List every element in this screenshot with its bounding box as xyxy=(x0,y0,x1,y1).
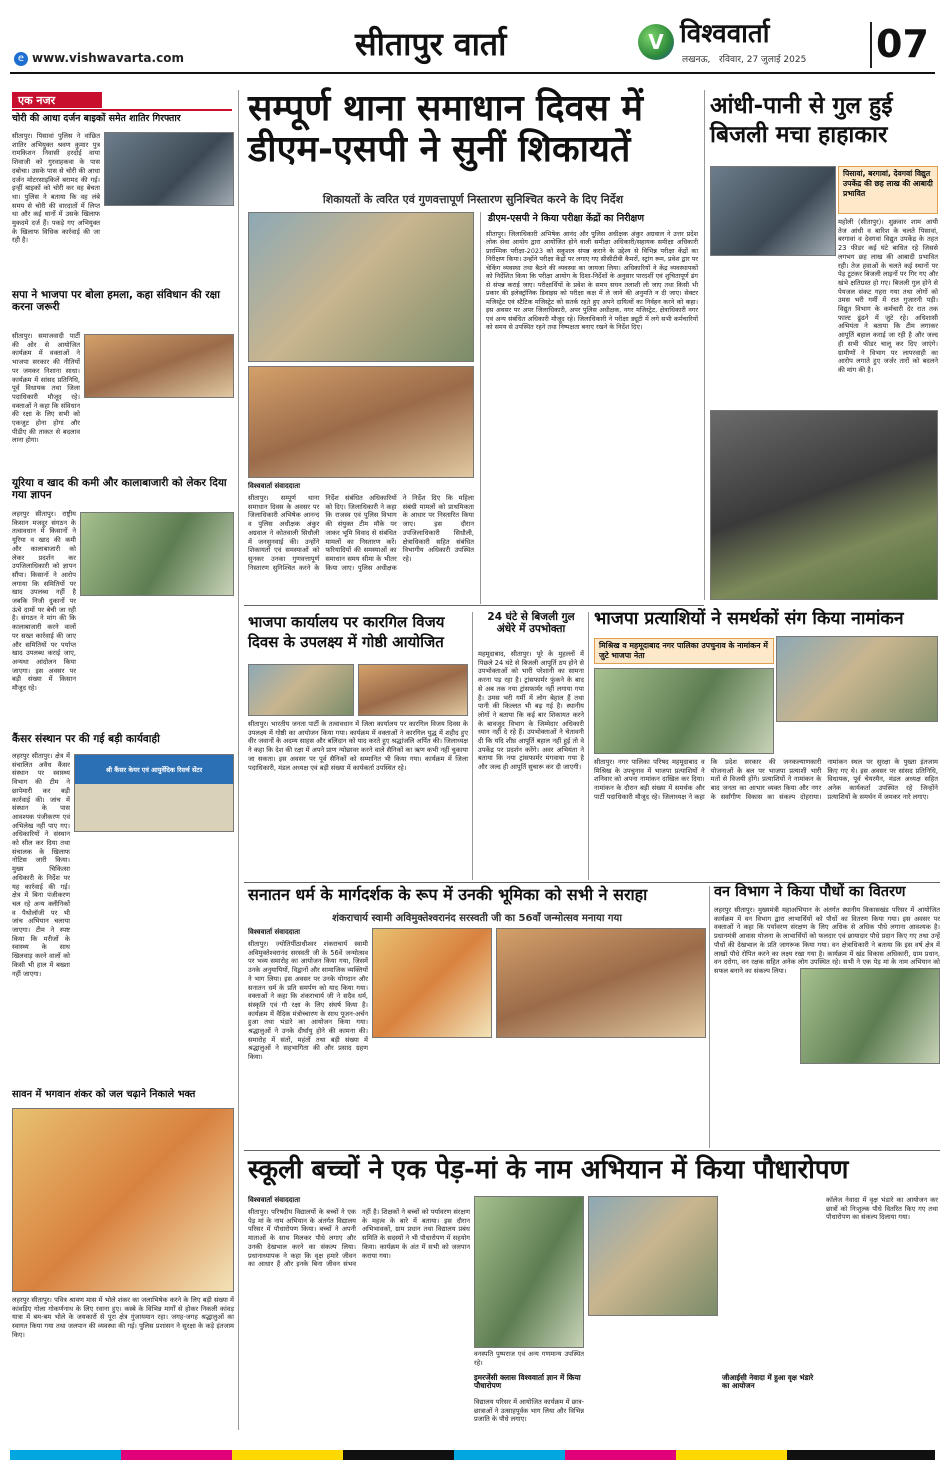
school-headline: स्कूली बच्चों ने एक पेड़-मां के नाम अभियान में किया पौधारोपण xyxy=(248,1155,849,1185)
forest-divider xyxy=(709,886,710,1148)
story-bike-thief-photo xyxy=(104,132,234,206)
school-byline: विश्ववार्ता संवाददाता xyxy=(248,1196,301,1204)
lead-body: सीतापुर। सम्पूर्ण थाना समाधान दिवस के अवसर पर जिलाधिकारी अभिषेक आनन्द व पुलिस अधीक्षक अंकुर अग्रवाल ने कोतवाली सिधौली में जनसुनवाई की। उन्होंने शिकायतों एवं समस्याओं को सुनकर उनका गुणवत्तापूर्ण निस्तारण सुनिश्चित करने के निर्देश संबंधित अधिकारियों को दिए। जिलाधिकारी ने कहा कि राजस्व एवं पुलिस विभाग की संयुक्त टीम मौके पर जाकर भूमि विवाद से संबंधित मामलों का निस्तारण करें। फरियादियों की समस्याओं का समाधान समय सीमा के भीतर किया जाए। पुलिस अधीक्षक ने निर्देश दिए कि महिला संबंधी मामलों को प्राथमिकता के आधार पर निस्तारित किया जाए। इस दौरान उपजिलाधिकारी सिधौली, क्षेत्राधिकारी सहित संबंधित विभागीय अधिकारी उपस्थित रहे। xyxy=(248,494,474,572)
story-bike-thief-body: सीतापुर। पिसावां पुलिस ने वांछित शातिर अभियुक्त श्रवण कुमार पुत्र रामकिशन निवासी हरदोई वाया शिवाजी को गुरवाहकवा के पास दबोचा। उसके पास से चोरी की आधा दर्जन मोटरसाइकिलें बरामद की गई। इन्हीं बाइकों को चोरी कर वह बेचता था। पुलिस ने बताया कि वह लंबे समय से चोरी की वारदातों में लिप्त था और कई थानों में उसके खिलाफ मुकदमे दर्ज हैं। पकड़े गए अभियुक्त के खिलाफ विधिक कार्रवाई की जा रही है। xyxy=(12,132,100,245)
left-col-divider xyxy=(238,90,239,1430)
story-sawan-photo xyxy=(12,1108,234,1292)
story-sawan-body: लहरपुर सीतापुर। पवित्र श्रावण मास में भोले शंकर का जलाभिषेक करने के लिए बड़ी संख्या में कांवड़िए गोला गोकर्णनाथ के लिए रवाना हुए। कस्बे के विभिन्न मार्गों से होकर निकली कांवड़ यात्रा में बम-बम भोले के जयकारों से पूरा क्षेत्र गुंजायमान रहा। जगह-जगह श्रद्धालुओं का स्वागत किया गया तथा जलपान की व्यवस्था की गई। पुलिस प्रशासन ने सुरक्षा के कड़े इंतजाम किए। xyxy=(12,1296,234,1339)
storm-photo-top xyxy=(710,166,836,256)
kargil-photo-1 xyxy=(248,664,354,716)
kargil-headline: भाजपा कार्यालय पर कारगिल विजय दिवस के उपलक्ष्य में गोष्ठी आयोजित xyxy=(248,613,445,652)
brand-name: विश्ववार्ता xyxy=(680,19,770,49)
dateline: लखनऊ, रविवार, 27 जुलाई 2025 xyxy=(682,55,807,65)
nomination-photo-1 xyxy=(776,636,938,722)
lead-byline: विश्ववार्ता संवाददाता xyxy=(248,482,301,490)
forest-body: लहरपुर सीतापुर। मुख्यमंत्री महाअभियान के अंतर्गत स्थानीय विकासखंड परिसर में आयोजित कार्यक्रम में वन विभाग द्वारा लाभार्थियों को पौधों का वितरण किया गया। इस अवसर पर वक्ताओं ने कहा कि पर्यावरण संरक्षण के लिए अधिक से अधिक पौधे लगाना आवश्यक है। प्रधानमंत्री आवास योजना के लाभार्थियों को फलदार एवं छायादार पौधे प्रदान किए गए तथा उन्हें पौधों की देखभाल के प्रति जागरूक किया गया। वन क्षेत्राधिकारी ने बताया कि इस वर्ष क्षेत्र में लाखों पौधे रोपित करने का लक्ष्य रखा गया है। कार्यक्रम में खंड विकास अधिकारी, ग्राम प्रधान, वन दरोगा, वन रक्षक सहित अनेक लोग उपस्थित रहे। सभी ने एक पेड़ मां के नाम अभियान को सफल बनाने का संकल्प लिया। xyxy=(714,906,940,975)
school-body: सीतापुर। परिषदीय विद्यालयों के बच्चों ने एक पेड़ मां के नाम अभियान के अंतर्गत विद्यालय परिसर में पौधारोपण किया। बच्चों ने अपनी माताओं के साथ मिलकर पौधे लगाए और उनकी देखभाल करने का संकल्प लिया। प्रधानाध्यापक ने कहा कि वृक्ष हमारे जीवन का आधार हैं और इनके बिना जीवन संभव नहीं है। शिक्षकों ने बच्चों को पर्यावरण संरक्षण के महत्व के बारे में बताया। इस दौरान अभिभावकों, ग्राम प्रधान तथा विद्यालय प्रबंध समिति के सदस्यों ने भी पौधारोपण में सहयोग किया। कार्यक्रम के अंत में सभी को जलपान कराया गया। xyxy=(248,1208,470,1269)
nomination-photo-2 xyxy=(594,668,774,754)
story-cancer-body: लहरपुर सीतापुर। क्षेत्र में संचालित अवैध कैंसर संस्थान पर स्वास्थ्य विभाग की टीम ने छापेमारी कर बड़ी कार्रवाई की। जांच में संस्थान के पास आवश्यक पंजीकरण एवं अभिलेख नहीं पाए गए। अधिकारियों ने संस्थान को सील कर दिया तथा संचालक के खिलाफ नोटिस जारी किया। मुख्य चिकित्सा अधिकारी के निर्देश पर यह कार्रवाई की गई। क्षेत्र में बिना पंजीकरण चल रहे अन्य क्लीनिकों व पैथोलॉजी पर भी जांच अभियान चलाया जाएगा। टीम ने स्पष्ट किया कि मरीजों के स्वास्थ्य के साथ खिलवाड़ करने वालों को किसी भी हाल में बख्शा नहीं जाएगा। xyxy=(12,752,70,978)
lower-rule xyxy=(244,1150,940,1151)
mid-rule xyxy=(244,882,940,883)
lead-subhead: शिकायतों के त्वरित एवं गुणवत्तापूर्ण निस्तारण सुनिश्चित करने के दिए निर्देश xyxy=(322,193,624,206)
storm-photo-road xyxy=(710,410,938,600)
tag-underline xyxy=(12,109,232,111)
school-photo-1 xyxy=(474,1196,584,1348)
page-header xyxy=(0,0,945,74)
story-urea-headline: यूरिया व खाद की कमी और कालाबाजारी को लेकर दिया गया ज्ञापन xyxy=(12,477,227,501)
section-title: सीतापुर वार्ता xyxy=(355,25,507,63)
storm-body: महोली (सीतापुर)। शुक्रवार शाम आयी तेज आंधी व बारिश के चलते पिसावां, बरगावां व देवगवां विद्युत उपकेंद्र के तहत 23 फीडर कई घंटे बाधित रहे जिससे लगभग छह लाख की आबादी प्रभावित रही। तेज हवाओं के चलते कई स्थानों पर पेड़ टूटकर बिजली लाइनों पर गिर गए और खंभे क्षतिग्रस्त हो गए। बिजली गुल होने से पेयजल संकट गहरा गया तथा लोगों को उमस भरी गर्मी में रात गुजारनी पड़ी। विद्युत विभाग के कर्मचारी देर रात तक फाल्ट ढूंढने में जुटे रहे। अधिशासी अभियंता ने बताया कि टीम लगाकर आपूर्ति बहाल कराई जा रही है और जल्द ही सभी फीडर चालू कर दिए जाएंगे। ग्रामीणों ने विभाग पर लापरवाही का आरोप लगाते हुए जर्जर तारों को बदलने की मांग की है। xyxy=(838,218,938,374)
story-sawan-headline: सावन में भगवान शंकर को जल चढ़ाने निकाले भक्त xyxy=(12,1089,196,1100)
story-urea-photo xyxy=(80,512,234,596)
nomination-box: मिश्रिख व महमूदाबाद नगर पालिका उपचुनाव के नामांकन में जुटे भाजपा नेता xyxy=(594,638,774,664)
kargil-photo-2 xyxy=(358,664,468,716)
nomination-divider xyxy=(588,612,589,880)
story-sp-photo xyxy=(84,334,234,398)
brand-logo-icon: V xyxy=(638,24,674,60)
forest-body-cont xyxy=(714,1068,940,1146)
ie-icon: e xyxy=(14,52,28,66)
forest-photo xyxy=(800,968,940,1064)
center-divider xyxy=(704,90,705,600)
website-url[interactable]: www.vishwavarta.com xyxy=(32,51,184,65)
school-sub3-body: कॉलेज नेवादा में वृक्ष भंडारे का आयोजन कर छात्रों को निःशुल्क पौधे वितरित किए गए तथा पौधारोपण का संकल्प दिलाया गया। xyxy=(826,1196,938,1222)
left-column xyxy=(8,90,236,1430)
forest-body-left xyxy=(714,968,796,1064)
story-sp-headline: सपा ने भाजपा पर बोला हमला, कहा संविधान की रक्षा करना जरूरी xyxy=(12,289,220,313)
ek-nazar-tag: एक नजर xyxy=(12,92,102,108)
sanatan-body-cont xyxy=(372,1042,706,1140)
sanatan-byline: विश्ववार्ता संवाददाता xyxy=(248,928,301,936)
sanatan-photo-2 xyxy=(496,928,706,1038)
story-cancer-photo xyxy=(74,754,234,832)
lead-bottom-rule xyxy=(244,605,704,606)
story-sp-body: सीतापुर। समाजवादी पार्टी की ओर से आयोजित कार्यक्रम में वक्ताओं ने भाजपा सरकार की नीतियों पर जमकर निशाना साधा। कार्यक्रम में सांसद प्रतिनिधि, पूर्व विधायक तथा जिला पदाधिकारी मौजूद रहे। वक्ताओं ने कहा कि संविधान की रक्षा के लिए सभी को एकजुट होना होगा और पीडीए की ताकत से बदलाव लाना होगा। xyxy=(12,332,80,445)
story-bike-thief-headline: चोरी की आधा दर्जन बाइकों समेत शातिर गिरफ्तार xyxy=(12,113,181,124)
sanatan-subhead: शंकराचार्य स्वामी अविमुक्तेश्वरानंद सरस्वती जी का 56वाँ जन्मोत्सव मनाया गया xyxy=(332,913,622,924)
story-cancer-headline: कैंसर संस्थान पर की गई बड़ी कार्यवाही xyxy=(12,733,160,745)
lead-photo-second xyxy=(248,366,474,478)
sanatan-body: सीतापुर। ज्योतिर्पीठाधीश्वर शंकराचार्य स्वामी अविमुक्तेश्वरानंद सरस्वती जी के 56वें जन्मोत्सव पर भव्य समारोह का आयोजन किया गया, जिसमें उनके अनुयायियों, विद्वानों और सामाजिक व्यक्तियों ने भाग लिया। इस अवसर पर उनके योगदान और सनातन धर्म के प्रति समर्पण को याद किया गया। वक्ताओं ने कहा कि शंकराचार्य जी ने सदैव धर्म, संस्कृति एवं गौ रक्षा के लिए संघर्ष किया है। कार्यक्रम में वैदिक मंत्रोच्चारण के साथ पूजन-अर्चन हुआ तथा भंडारे का आयोजन किया गया। श्रद्धालुओं ने उनके दीर्घायु होने की कामना की। समारोह में संतों, महंतों तथा बड़ी संख्या में श्रद्धालुओं ने सहभागिता की और प्रसाद ग्रहण किया। xyxy=(248,940,368,1062)
nomination-headline: भाजपा प्रत्याशियों ने समर्थकों संग किया नामांकन xyxy=(594,609,904,629)
lead-photo-main xyxy=(248,212,474,362)
story-bike-thief-body-cont xyxy=(12,208,234,268)
power24-body: महमूदाबाद, सीतापुर। पूरे के मुहल्लों में पिछले 24 घंटे से बिजली आपूर्ति ठप होने से उपभोक्ताओं को भारी परेशानी का सामना करना पड़ रहा है। ट्रांसफार्मर फुंकने के बाद से अब तक नया ट्रांसफार्मर नहीं लगाया गया है। उमस भरी गर्मी में लोग बेहाल हैं तथा पानी की किल्लत भी बढ़ गई है। स्थानीय लोगों ने बताया कि कई बार शिकायत करने के बावजूद विभाग के जिम्मेदार अधिकारी ध्यान नहीं दे रहे हैं। उपभोक्ताओं ने चेतावनी दी कि यदि शीघ्र आपूर्ति बहाल नहीं हुई तो वे उपकेंद्र पर प्रदर्शन करेंगे। अवर अभियंता ने बताया कि नया ट्रांसफार्मर मंगवाया गया है और जल्द ही आपूर्ति सुचारू कर दी जाएगी। xyxy=(478,650,584,772)
school-sub2-body: विद्यालय परिसर में आयोजित कार्यक्रम में छात्र-छात्राओं ने उत्साहपूर्वक भाग लिया और विभिन्न प्रजाति के पौधे लगाए। xyxy=(474,1398,584,1424)
school-body-cont xyxy=(588,1320,820,1372)
header-rule xyxy=(10,72,935,74)
storm-box: पिसावां, बरगावां, देवगवां विद्युत उपकेंद्र की छह लाख की आबादी प्रभावित xyxy=(838,166,938,214)
inspect-body: सीतापुर। जिलाधिकारी अभिषेक आनंद और पुलिस अधीक्षक अंकुर अग्रवाल ने उत्तर प्रदेश लोक सेवा आयोग द्वारा आयोजित होने वाली समीक्षा अधिकारी/सहायक समीक्षा अधिकारी प्रारम्भिक परीक्षा-2023 को सकुशल संपन्न कराने के उद्देश्य से विभिन्न परीक्षा केंद्रों का निरीक्षण किया। उन्होंने परीक्षा केंद्रों पर लगाए गए सीसीटीवी कैमरों, स्ट्रांग रूम, प्रवेश द्वार पर चेकिंग व्यवस्था तथा बैठने की व्यवस्था का जायजा लिया। अधिकारियों ने केंद्र व्यवस्थापकों को निर्देशित किया कि परीक्षा आयोग के दिशा-निर्देशों के अनुसार पारदर्शी एवं शुचितापूर्ण ढंग से संपन्न कराई जाए। परीक्षार्थियों के प्रवेश के समय सघन तलाशी ली जाए तथा किसी भी प्रकार की इलेक्ट्रॉनिक डिवाइस को परीक्षा कक्ष में ले जाने की अनुमति न दी जाए। सेक्टर मजिस्ट्रेट एवं स्टैटिक मजिस्ट्रेट को सतर्क रहते हुए अपने दायित्वों का निर्वहन करने को कहा। इस अवसर पर अपर जिलाधिकारी, अपर पुलिस अधीक्षक, नगर मजिस्ट्रेट, क्षेत्राधिकारी नगर एवं अन्य संबंधित अधिकारी मौजूद रहे। जिलाधिकारी ने परीक्षा ड्यूटी में लगे सभी कर्मचारियों को समय से उपस्थित रहने तथा निष्पक्षता बनाए रखने के निर्देश दिए। xyxy=(486,230,698,331)
sanatan-photo-1 xyxy=(372,928,492,1038)
inspect-headline: डीएम-एसपी ने किया परीक्षा केंद्रों का निरीक्षण xyxy=(488,213,645,224)
power24-headline: 24 घंटे से बिजली गुल अंधेरे में उपभोक्ता xyxy=(487,611,575,635)
cancer-signboard: श्री कैंसर केयर एवं आयुर्वेदिक रिसर्च सेंटर xyxy=(105,766,203,774)
school-sub3-headline: जीआईसी नेवादा में हुआ वृक्ष भंडारे का आयोजन xyxy=(722,1373,814,1391)
kargil-body: सीतापुर। भारतीय जनता पार्टी के तत्वावधान में जिला कार्यालय पर कारगिल विजय दिवस के उपलक्ष्य में गोष्ठी का आयोजन किया गया। कार्यक्रम में वक्ताओं ने कारगिल युद्ध में शहीद हुए वीर जवानों के अदम्य साहस और बलिदान को याद करते हुए श्रद्धांजलि अर्पित की। जिलाध्यक्ष ने कहा कि देश की रक्षा में अपने प्राण न्योछावर करने वाले सैनिकों का ऋण कभी नहीं चुकाया जा सकता। इस अवसर पर पूर्व सैनिकों को सम्मानित भी किया गया। कार्यक्रम में जिला पदाधिकारी, मंडल अध्यक्ष एवं बड़ी संख्या में कार्यकर्ता उपस्थित रहे। xyxy=(248,720,468,772)
page-number-divider xyxy=(870,22,872,68)
nomination-body: सीतापुर। नगर पालिका परिषद महमूदाबाद व मिश्रिख के उपचुनाव में भाजपा प्रत्याशियों ने शनिवार को अपना नामांकन दाखिल कर दिया। नामांकन के दौरान बड़ी संख्या में समर्थक और पार्टी पदाधिकारी मौजूद रहे। जिलाध्यक्ष ने कहा कि प्रदेश सरकार की जनकल्याणकारी योजनाओं के बल पर भाजपा प्रत्याशी भारी मतों से विजयी होंगे। प्रत्याशियों ने नामांकन के बाद जनता का आभार व्यक्त किया और नगर के सर्वांगीण विकास का संकल्प दोहराया। नामांकन स्थल पर सुरक्षा के पुख्ता इंतजाम किए गए थे। इस अवसर पर सांसद प्रतिनिधि, विधायक, पूर्व चेयरमैन, मंडल अध्यक्ष सहित अनेक कार्यकर्ता उपस्थित रहे जिन्होंने प्रत्याशियों के समर्थन में जमकर नारे लगाए। xyxy=(594,758,938,801)
power24-divider xyxy=(472,612,473,880)
sanatan-headline: सनातन धर्म के मार्गदर्शक के रूप में उनकी भूमिका को सभी ने सराहा xyxy=(248,885,648,904)
story-urea-body: लहरपुर सीतापुर। राष्ट्रीय किसान मजदूर संगठन के तत्वावधान में किसानों ने यूरिया व खाद की कमी और कालाबाजारी को लेकर प्रदर्शन कर उपजिलाधिकारी को ज्ञापन सौंपा। किसानों ने आरोप लगाया कि समितियों पर खाद उपलब्ध नहीं है जबकि निजी दुकानों पर ऊंचे दामों पर बेची जा रही है। संगठन ने मांग की कि कालाबाजारी करने वालों पर सख्त कार्रवाई की जाए और समितियों पर पर्याप्त खाद उपलब्ध कराई जाए, अन्यथा आंदोलन किया जाएगा। इस अवसर पर बड़ी संख्या में किसान मौजूद रहे। xyxy=(12,510,76,693)
school-caption: वनस्पति पुष्पराज एवं अन्य गणमान्य उपस्थित रहे। xyxy=(474,1350,584,1367)
footer-color-bar xyxy=(10,1450,935,1460)
page-number: 07 xyxy=(876,22,929,66)
storm-body-left xyxy=(710,260,836,410)
forest-headline: वन विभाग ने किया पौधों का वितरण xyxy=(714,884,906,900)
storm-headline: आंधी-पानी से गुल हुई बिजली मचा हाहाकार xyxy=(710,93,893,148)
lead-headline: सम्पूर्ण थाना समाधान दिवस में डीएम-एसपी ने सुनीं शिकायतें xyxy=(248,88,644,171)
school-photo-2 xyxy=(588,1196,718,1316)
school-sub2-headline: इमरजेंसी क्लास विश्ववार्ता ज्ञान में किया पौधारोपण xyxy=(474,1373,581,1391)
